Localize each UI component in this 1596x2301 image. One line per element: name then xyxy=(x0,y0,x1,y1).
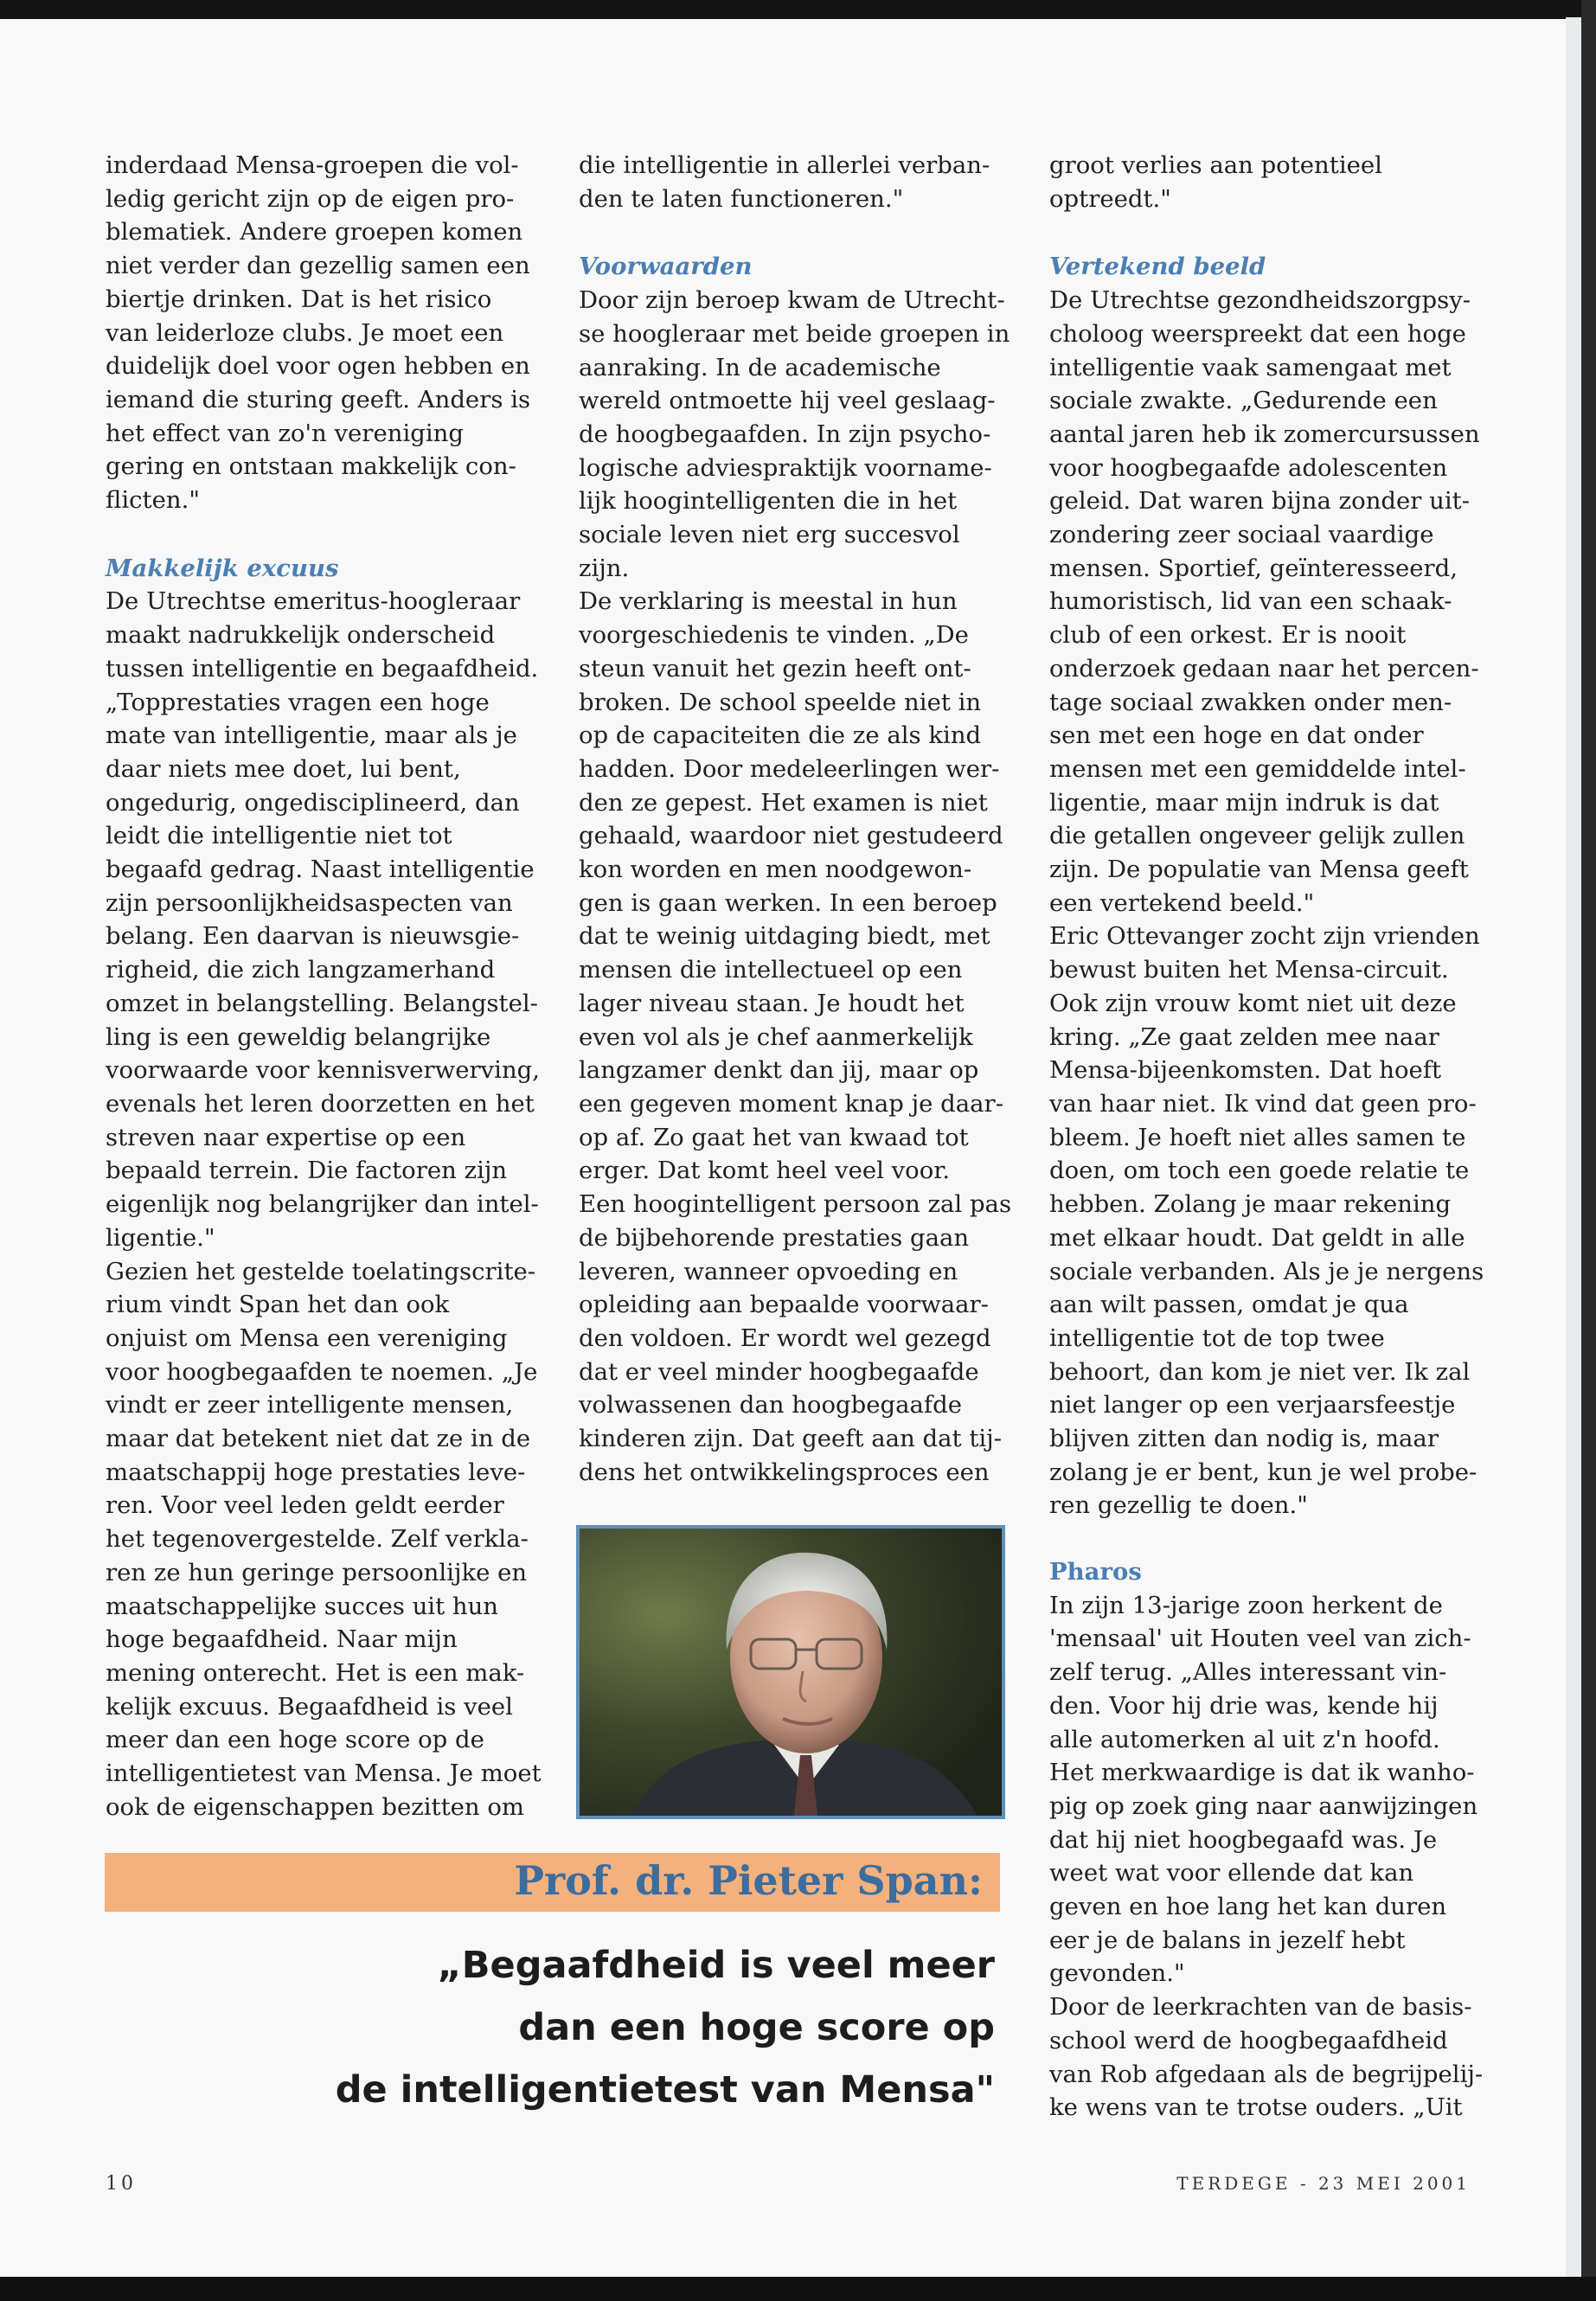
text-line: mensen. Sportief, geïnteresseerd, xyxy=(1049,554,1458,582)
text-line: ren. Voor veel leden geldt eerder xyxy=(106,1491,504,1520)
text-line: voorgeschiedenis te vinden. „De xyxy=(579,621,969,650)
text-line: hadden. Door medeleerlingen wer- xyxy=(579,754,1000,783)
text-line: De verklaring is meestal in hun xyxy=(579,587,958,616)
pull-quote-line: dan een hoge score op xyxy=(518,2006,995,2049)
text-line: Gezien het gestelde toelatingscrite- xyxy=(106,1257,536,1285)
text-line: broken. De school speelde niet in xyxy=(579,688,982,716)
text-line: Een hoogintelligent persoon zal pas xyxy=(579,1190,1012,1219)
spacer xyxy=(579,215,1029,250)
text-line: Mensa-bijeenkomsten. Dat hoeft xyxy=(1049,1056,1442,1085)
subheading-voorwaarden: Voorwaarden xyxy=(579,253,753,281)
banner-name: Prof. dr. Pieter Span: xyxy=(514,1857,983,1904)
text-line: gehaald, waardoor niet gestudeerd xyxy=(579,822,1003,850)
text-line: lager niveau staan. Je houdt het xyxy=(579,989,965,1017)
text-line: mensen met een gemiddelde intel- xyxy=(1049,754,1466,783)
spacer xyxy=(106,517,555,552)
col1-paragraph-1 xyxy=(106,149,555,517)
text-line: optreedt." xyxy=(1049,184,1171,213)
scan-right-border xyxy=(1581,0,1596,2301)
text-line: ke wens van te trotse ouders. „Uit xyxy=(1049,2093,1463,2122)
text-line: begaafd gedrag. Naast intelligentie xyxy=(106,856,535,884)
text-line: gering en ontstaan makkelijk con- xyxy=(106,452,516,481)
text-line: maakt nadrukkelijk onderscheid xyxy=(106,621,496,650)
text-line: weet wat voor ellende dat kan xyxy=(1049,1859,1414,1888)
text-line: een vertekend beeld." xyxy=(1049,888,1315,917)
text-line: voorwaarde voor kennisverwerving, xyxy=(106,1056,540,1085)
text-line: choloog weerspreekt dat een hoge xyxy=(1049,319,1466,348)
text-line: dens het ontwikkelingsproces een xyxy=(579,1458,990,1486)
text-line: sociale zwakte. „Gedurende een xyxy=(1049,387,1438,415)
text-line: kon worden en men noodgewon- xyxy=(579,856,972,884)
text-line: flicten." xyxy=(106,486,200,515)
text-line: inderdaad Mensa-groepen die vol- xyxy=(106,151,519,179)
text-line: school werd de hoogbegaafdheid xyxy=(1049,2026,1448,2054)
text-line: even vol als je chef aanmerkelijk xyxy=(579,1022,973,1051)
magazine-footer: TERDEGE - 23 MEI 2001 xyxy=(1176,2173,1471,2194)
text-line: op de capaciteiten die ze als kind xyxy=(579,721,982,750)
col2-paragraph-1 xyxy=(579,149,1029,215)
text-line: zolang je er bent, kun je wel probe- xyxy=(1049,1458,1477,1486)
text-line: tussen intelligentie en begaafdheid. xyxy=(106,654,539,683)
text-line: zijn. xyxy=(579,554,630,582)
text-line: rium vindt Span het dan ook xyxy=(106,1291,450,1319)
text-line: geven en hoe lang het kan duren xyxy=(1049,1893,1447,1921)
text-line: biertje drinken. Dat is het risico xyxy=(106,285,492,313)
text-line: evenals het leren doorzetten en het xyxy=(106,1089,535,1118)
text-line: ligentie, maar mijn indruk is dat xyxy=(1049,788,1439,817)
text-line: alle automerken al uit z'n hoofd. xyxy=(1049,1725,1440,1753)
text-line: voor hoogbegaafde adolescenten xyxy=(1049,453,1448,482)
text-line: erger. Dat komt heel veel voor. xyxy=(579,1157,951,1185)
article-column-1 xyxy=(106,149,555,1823)
text-line: dat hij niet hoogbegaafd was. Je xyxy=(1049,1825,1438,1854)
text-line: dat er veel minder hoogbegaafde xyxy=(579,1357,979,1386)
text-line: logische adviespraktijk voorname- xyxy=(579,453,992,482)
page-number: 10 xyxy=(106,2173,137,2195)
text-line: den ze gepest. Het examen is niet xyxy=(579,788,988,817)
text-line: die intelligentie in allerlei verban- xyxy=(579,151,990,179)
text-line: kelijk excuus. Begaafdheid is veel xyxy=(106,1692,513,1721)
text-line: ledig gericht zijn op de eigen pro- xyxy=(106,184,515,213)
text-line: righeid, die zich langzamerhand xyxy=(106,956,496,984)
text-line: mensen die intellectueel op een xyxy=(579,956,963,984)
text-line: In zijn 13-jarige zoon herkent de xyxy=(1049,1591,1443,1619)
text-line: van haar niet. Ik vind dat geen pro- xyxy=(1049,1089,1477,1118)
text-line: pig op zoek ging naar aanwijzingen xyxy=(1049,1791,1478,1820)
text-line: gevonden." xyxy=(1049,1959,1185,1988)
text-line: blematiek. Andere groepen komen xyxy=(106,218,523,247)
text-line: groot verlies aan potentieel xyxy=(1049,151,1382,179)
text-line: bleem. Je hoeft niet alles samen te xyxy=(1049,1123,1466,1151)
article-column-2 xyxy=(579,149,1029,1489)
text-line: ling is een geweldig belangrijke xyxy=(106,1022,491,1051)
text-line: behoort, dan kom je niet ver. Ik zal xyxy=(1049,1357,1471,1386)
text-line: zondering zeer sociaal vaardige xyxy=(1049,521,1434,549)
text-line: steun vanuit het gezin heeft ont- xyxy=(579,654,971,683)
pull-quote-line: de intelligentietest van Mensa" xyxy=(335,2068,995,2112)
text-line: den te laten functioneren." xyxy=(579,184,904,213)
scan-bottom-border xyxy=(0,2277,1596,2301)
text-line: eer je de balans in jezelf hebt xyxy=(1049,1926,1406,1954)
text-line: aantal jaren heb ik zomercursussen xyxy=(1049,420,1480,448)
text-line: ook de eigenschappen bezitten om xyxy=(106,1792,524,1821)
text-line: bepaald terrein. Die factoren zijn xyxy=(106,1157,508,1185)
text-line: sociale leven niet erg succesvol xyxy=(579,521,960,549)
text-line: den voldoen. Er wordt wel gezegd xyxy=(579,1324,991,1352)
text-line: lijk hoogintelligenten die in het xyxy=(579,487,958,516)
col3-paragraph-2 xyxy=(1049,284,1499,1522)
text-line: „Topprestaties vragen een hoge xyxy=(106,688,490,716)
text-line: die getallen ongeveer gelijk zullen xyxy=(1049,822,1465,850)
text-line: zijn persoonlijkheidsaspecten van xyxy=(106,888,513,917)
text-line: van Rob afgedaan als de begrijpelij- xyxy=(1049,2060,1484,2088)
text-line: zelf terug. „Alles interessant vin- xyxy=(1049,1658,1447,1687)
text-line: dat te weinig uitdaging biedt, met xyxy=(579,922,990,951)
text-line: ren ze hun geringe persoonlijke en xyxy=(106,1558,528,1586)
col1-paragraph-2 xyxy=(106,585,555,1823)
text-line: maatschappelijke succes uit hun xyxy=(106,1592,499,1620)
text-line: een gegeven moment knap je daar- xyxy=(579,1089,1003,1118)
text-line: kring. „Ze gaat zelden mee naar xyxy=(1049,1022,1439,1051)
text-line: volwassenen dan hoogbegaafde xyxy=(579,1391,962,1420)
subheading-pharos: Pharos xyxy=(1049,1558,1142,1586)
text-line: maar dat betekent niet dat ze in de xyxy=(106,1425,531,1453)
text-line: voor hoogbegaafden te noemen. „Je xyxy=(106,1357,538,1386)
text-line: geleid. Dat waren bijna zonder uit- xyxy=(1049,487,1471,516)
text-line: Ook zijn vrouw komt niet uit deze xyxy=(1049,989,1457,1017)
text-line: den. Voor hij drie was, kende hij xyxy=(1049,1691,1439,1720)
spacer xyxy=(1049,215,1499,250)
pull-quote xyxy=(242,1934,995,2121)
pull-quote-line: „Begaafdheid is veel meer xyxy=(437,1944,995,1987)
text-line: mening onterecht. Het is een mak- xyxy=(106,1658,525,1687)
text-line: hebben. Zolang je maar rekening xyxy=(1049,1190,1452,1219)
text-line: wereld ontmoette hij veel geslaag- xyxy=(579,387,996,415)
text-line: tage sociaal zwakken onder men- xyxy=(1049,688,1452,716)
text-line: 'mensaal' uit Houten veel van zich- xyxy=(1049,1625,1471,1653)
text-line: van leiderloze clubs. Je moet een xyxy=(106,318,504,347)
text-line: maatschappij hoge prestaties leve- xyxy=(106,1458,526,1486)
text-line: iemand die sturing geeft. Anders is xyxy=(106,385,531,413)
text-line: sociale verbanden. Als je je nergens xyxy=(1049,1257,1484,1285)
article-column-3 xyxy=(1049,149,1499,1522)
text-line: meer dan een hoge score op de xyxy=(106,1726,484,1754)
text-line: omzet in belangstelling. Belangstel- xyxy=(106,989,538,1017)
text-line: de bijbehorende prestaties gaan xyxy=(579,1223,970,1252)
scan-right-margin xyxy=(1566,17,1581,2277)
text-line: club of een orkest. Er is nooit xyxy=(1049,621,1407,650)
text-line: langzamer denkt dan jij, maar op xyxy=(579,1056,979,1085)
text-line: leveren, wanneer opvoeding en xyxy=(579,1257,958,1285)
text-line: bewust buiten het Mensa-circuit. xyxy=(1049,956,1449,984)
text-line: sen met een hoge en dat onder xyxy=(1049,721,1424,750)
text-line: opleiding aan bepaalde voorwaar- xyxy=(579,1291,989,1319)
text-line: daar niets mee doet, lui bent, xyxy=(106,754,461,783)
portrait-photo xyxy=(576,1525,1005,1819)
text-line: gen is gaan werken. In een beroep xyxy=(579,888,997,917)
text-line: intelligentie vaak samengaat met xyxy=(1049,353,1452,381)
text-line: aanraking. In de academische xyxy=(579,353,941,381)
text-line: duidelijk doel voor ogen hebben en xyxy=(106,352,530,381)
text-line: vindt er zeer intelligente mensen, xyxy=(106,1391,514,1420)
text-line: onderzoek gedaan naar het percen- xyxy=(1049,654,1479,683)
text-line: onjuist om Mensa een vereniging xyxy=(106,1324,508,1352)
text-line: ligentie." xyxy=(106,1223,215,1252)
subheading-makkelijk-excuus: Makkelijk excuus xyxy=(106,554,339,582)
text-line: ren gezellig te doen." xyxy=(1049,1491,1308,1520)
text-line: mate van intelligentie, maar als je xyxy=(106,721,517,750)
text-line: intelligentie tot de top twee xyxy=(1049,1324,1385,1352)
text-line: niet verder dan gezellig samen een xyxy=(106,252,530,280)
text-line: ongedurig, ongedisciplineerd, dan xyxy=(106,788,520,817)
text-line: se hoogleraar met beide groepen in xyxy=(579,319,1010,348)
text-line: belang. Een daarvan is nieuwsgie- xyxy=(106,922,520,951)
text-line: doen, om toch een goede relatie te xyxy=(1049,1157,1470,1185)
text-line: zijn. De populatie van Mensa geeft xyxy=(1049,856,1469,884)
text-line: blijven zitten dan nodig is, maar xyxy=(1049,1425,1439,1453)
name-banner xyxy=(105,1853,1000,1912)
text-line: Door de leerkrachten van de basis- xyxy=(1049,1993,1472,2022)
text-line: De Utrechtse emeritus-hoogleraar xyxy=(106,587,521,616)
text-line: Eric Ottevanger zocht zijn vrienden xyxy=(1049,922,1480,951)
text-line: hoge begaafdheid. Naar mijn xyxy=(106,1625,458,1654)
subheading-vertekend-beeld: Vertekend beeld xyxy=(1049,253,1266,281)
article-column-3-lower xyxy=(1049,1555,1499,2125)
text-line: met elkaar houdt. Dat geldt in alle xyxy=(1049,1223,1465,1252)
text-line: kinderen zijn. Dat geeft aan dat tij- xyxy=(579,1425,1002,1453)
text-line: eigenlijk nog belangrijker dan intel- xyxy=(106,1190,539,1219)
portrait-illustration xyxy=(580,1529,1002,1816)
text-line: Het merkwaardige is dat ik wanho- xyxy=(1049,1759,1475,1787)
text-line: streven naar expertise op een xyxy=(106,1123,466,1151)
text-line: niet langer op een verjaarsfeestje xyxy=(1049,1391,1456,1420)
text-line: intelligentietest van Mensa. Je moet xyxy=(106,1759,542,1788)
col3-paragraph-1 xyxy=(1049,149,1499,215)
text-line: De Utrechtse gezondheidszorgpsy- xyxy=(1049,286,1471,315)
text-line: de hoogbegaafden. In zijn psycho- xyxy=(579,420,991,448)
text-line: leidt die intelligentie niet tot xyxy=(106,822,452,850)
scan-top-border xyxy=(0,0,1596,19)
col2-paragraph-2 xyxy=(579,284,1029,1489)
text-line: Door zijn beroep kwam de Utrecht- xyxy=(579,286,1005,315)
text-line: aan wilt passen, omdat je qua xyxy=(1049,1291,1409,1319)
col3-paragraph-3 xyxy=(1049,1589,1499,2125)
text-line: het effect van zo'n vereniging xyxy=(106,419,464,447)
text-line: op af. Zo gaat het van kwaad tot xyxy=(579,1123,969,1151)
text-line: het tegenovergestelde. Zelf verkla- xyxy=(106,1525,529,1554)
text-line: humoristisch, lid van een schaak- xyxy=(1049,587,1452,616)
